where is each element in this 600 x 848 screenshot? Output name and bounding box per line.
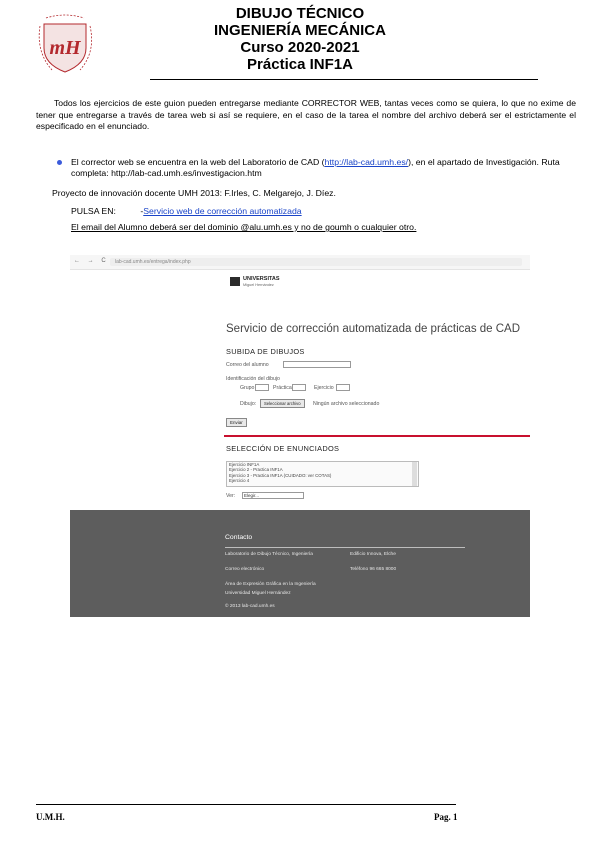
practica-select[interactable] bbox=[292, 384, 306, 391]
correction-service-link[interactable]: Servicio web de corrección automatizada bbox=[143, 206, 302, 216]
page-footer-rule bbox=[36, 804, 456, 805]
site-footer bbox=[70, 510, 530, 587]
browser-screenshot bbox=[70, 255, 530, 587]
pulsa-label: PULSA EN: bbox=[71, 206, 116, 216]
title-course: Curso 2020-2021 bbox=[240, 39, 360, 56]
ejercicio-select[interactable] bbox=[336, 384, 350, 391]
footer-left-line: © 2013 lab-cad.umh.es bbox=[225, 604, 275, 609]
file-label: Dibujo: bbox=[240, 401, 257, 407]
choose-file-button[interactable]: Seleccionar archivo bbox=[260, 399, 305, 408]
pulsa-row bbox=[71, 206, 302, 217]
nav-buttons-icon[interactable]: ← → C bbox=[74, 258, 109, 264]
page-footer-left: U.M.H. bbox=[36, 812, 65, 822]
footer-left-line[interactable]: Correo electrónico bbox=[225, 567, 265, 572]
section-divider bbox=[224, 435, 530, 437]
intro-paragraph: Todos los ejercicios de este guion pueden entregarse mediante CORRECTOR WEB, tantas veces como se quiera, lo que no exime de tener que entregarse a través de tarea web si así se requiere, en el caso de la tarea el nombre del archivo deberá ser el estrictamente el especificado en el enunciado. bbox=[36, 98, 576, 131]
title-degree: INGENIERÍA MECÁNICA bbox=[214, 22, 386, 39]
grupo-select[interactable] bbox=[255, 384, 269, 391]
service-title: Servicio de corrección automatizada de prácticas de CAD bbox=[226, 323, 521, 335]
umh-small-logo-icon bbox=[230, 277, 240, 286]
email-label: Correo del alumno bbox=[226, 362, 269, 368]
bullet-icon bbox=[57, 160, 62, 165]
pulsa-dash: - bbox=[140, 206, 144, 216]
page-number: Pag. 1 bbox=[434, 812, 458, 822]
footer-right-line: Teléfono 96 665 8000 bbox=[350, 567, 397, 572]
address-bar bbox=[70, 255, 530, 270]
bullet-text-before: El corrector web se encuentra en la web del Laboratorio de CAD ( bbox=[71, 157, 325, 167]
footer-right-line: Edificio Innova, Elche bbox=[350, 552, 396, 557]
title-rule bbox=[150, 79, 538, 80]
umh-small-sub: Miguel Hernández bbox=[243, 283, 274, 287]
email-input[interactable] bbox=[283, 361, 351, 368]
umh-small-name: UNIVERSITAS bbox=[243, 276, 280, 282]
umh-logo bbox=[32, 14, 100, 76]
list-item[interactable]: Ejercicio 3 - Practica INF1A (CUIDADO: ver COTAS) bbox=[229, 472, 332, 478]
bullet-text-after: ), en el apartado de Investigación. Ruta completa: http://lab-cad.umh.es/investigacion.htm bbox=[71, 157, 560, 178]
title-practice: Práctica INF1A bbox=[247, 56, 353, 73]
grupo-label: Grupo bbox=[240, 385, 255, 391]
project-credit: Proyecto de innovación docente UMH 2013: F.Irles, C. Melgarejo, J. Díez. bbox=[52, 188, 336, 198]
bullet-paragraph bbox=[71, 157, 576, 179]
file-status: Ningún archivo seleccionado bbox=[313, 401, 380, 407]
list-item[interactable]: Ejercicio 2 - Practica INF1A bbox=[229, 467, 283, 473]
view-label: Ver: bbox=[226, 493, 236, 499]
footer-left-line: Laboratorio de Dibujo Técnico, Ingeniería bbox=[225, 552, 313, 557]
ident-label: Identificación del dibujo bbox=[226, 376, 280, 382]
footer-contact-heading: Contacto bbox=[225, 534, 253, 541]
ejercicio-label: Ejercicio bbox=[314, 385, 334, 391]
enunciados-listbox[interactable] bbox=[226, 461, 419, 487]
view-select[interactable]: Elegir... bbox=[242, 492, 304, 499]
footer-left-line: Universidad Miguel Hernández bbox=[225, 591, 291, 596]
upload-section-heading: SUBIDA DE DIBUJOS bbox=[226, 347, 305, 356]
lab-cad-link[interactable]: http://lab-cad.umh.es/ bbox=[324, 157, 409, 167]
svg-text:mH: mH bbox=[49, 37, 81, 59]
footer-left-line: Área de Expresión Gráfica en la Ingeniería bbox=[225, 582, 316, 587]
email-domain-note: El email del Alumno deberá ser del dominio @alu.umh.es y no de goumh o cualquier otro. bbox=[71, 222, 417, 232]
url-field[interactable]: lab-cad.umh.es/entrega/index.php bbox=[110, 258, 522, 266]
title-subject: DIBUJO TÉCNICO bbox=[235, 5, 365, 22]
list-item[interactable]: Ejercicio 4 bbox=[229, 478, 250, 484]
site-footer-continued bbox=[70, 587, 530, 617]
send-button[interactable]: Enviar bbox=[226, 418, 247, 427]
enunciados-heading: SELECCIÓN DE ENUNCIADOS bbox=[226, 444, 340, 453]
practica-label: Práctica bbox=[273, 385, 292, 391]
footer-rule bbox=[225, 547, 465, 548]
list-item[interactable]: Ejercicio INF1A bbox=[229, 462, 260, 467]
listbox-scrollbar[interactable] bbox=[412, 462, 417, 486]
